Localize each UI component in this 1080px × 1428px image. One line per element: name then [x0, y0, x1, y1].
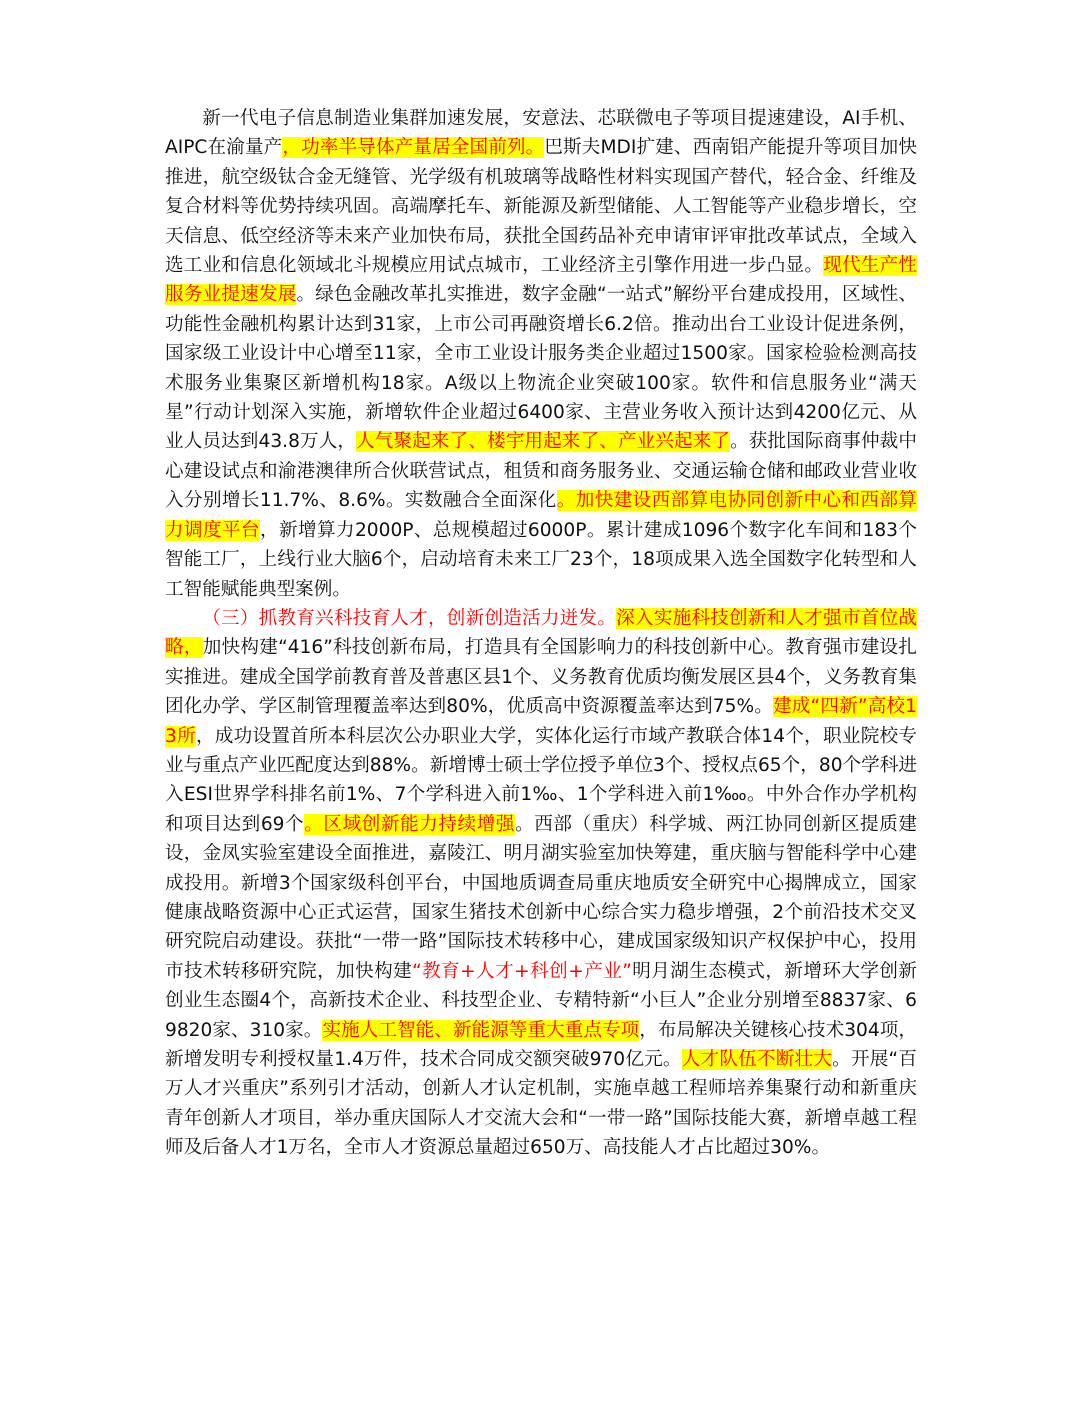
- highlighted-phrase: 。区域创新能力持续增强: [304, 813, 516, 835]
- text-segment: ，成功设置首所本科层次公办职业大学，实体化运行市域产教联合体14个，职业院校专业与重点产业匹配度达到88%。新增博士硕士学位授予单位3个、授权点65个，80个学科进入ESI世界学科排名前1%、7个学科进入前1‰、1个学科进入前1‱。中外合作办学机构和项目达到69个: [165, 725, 917, 835]
- text-segment: 新一代电子信息制造业集群加速发展，安意法、芯联微电子等项目提速建设，AI手机、AIPC在渝量产: [165, 108, 917, 159]
- highlighted-phrase: 人气聚起来了、楼宇用起来了、产业兴起来了: [356, 431, 731, 453]
- highlighted-phrase: 人才队伍不断壮大: [681, 1049, 833, 1070]
- text-segment: 。获批国际商事仲裁中心建设试点和渝港澳律所合伙联营试点，租赁和商务服务业、交通运输仓储和邮政业营业收入分别增长11.7%、8.6%。实数融合全面深化: [165, 431, 917, 512]
- text-segment: 。西部（重庆）科学城、两江协同创新区提质建设，金凤实验室建设全面推进，嘉陵江、明月湖实验室加快筹建，重庆脑与智能科学中心建成投用。新增3个国家级科创平台，中国地质调查局重庆地质安全研究中心揭牌成立，国家健康战略资源中心正式运营，国家生猪技术创新中心综合实力稳步增强，2个前沿技术交叉研究院启动建设。获批“一带一路”国际技术转移中心，建成国家级知识产权保护中心，投用市技术转移研究院，加快构建: [165, 813, 917, 982]
- text-segment: 。绿色金融改革扎实推进，数字金融“一站式”解纷平台建成投用，区域性、功能性金融机构累计达到31家，上市公司再融资增长6.2倍。推动出台工业设计促进条例，国家级工业设计中心增至11家，全市工业设计服务类企业超过1500家。国家检验检测高技术服务业集聚区新增机构18家。A级以上物流企业突破100家。软件和信息服务业“满天星”行动计划深入实施，新增软件企业超过6400家、主营业务收入预计达到4200亿元、从业人员达到43.8万人，: [165, 284, 917, 453]
- text-segment: 。开展“百万人才兴重庆”系列引才活动，创新人才认定机制，实施卓越工程师培养集聚行动和新重庆青年创新人才项目，举办重庆国际人才交流大会和“一带一路”国际技能大赛，新增卓越工程师及后备人才1万名，全市人才资源总量超过650万、高技能人才占比超过30%。: [165, 1049, 917, 1159]
- text-segment: 加快构建“416”科技创新布局，打造具有全国影响力的科技创新中心。教育强市建设扎实推进。建成全国学前教育普及普惠区县1个、义务教育优质均衡发展区县4个，义务教育集团化办学、学区制管理覆盖率达到80%，优质高中资源覆盖率达到75%。: [165, 637, 917, 718]
- text-segment: ，新增算力2000P、总规模超过6000P。累计建成1096个数字化车间和183个智能工厂，上线行业大脑6个，启动培育未来工厂23个，18项成果入选全国数字化转型和人工智能赋能典型案例。: [165, 519, 917, 600]
- highlighted-phrase: ，功率半导体产量居全国前列。: [282, 137, 545, 159]
- paragraph-industry: [165, 104, 917, 604]
- section-heading: （三）抓教育兴科技育人才，创新创造活力迸发。: [202, 607, 617, 629]
- highlighted-phrase: 。加快建设西部算电协同创新中心和西部算力调度平台: [165, 490, 917, 541]
- text-segment: 明月湖生态模式，新增环大学创新创业生态圈4个，高新技术企业、科技型企业、专精特新“小巨人”企业分别增至8837家、69820家、310家。: [165, 960, 917, 1041]
- document-page: [165, 104, 917, 1163]
- paragraph-education-tech-talent: [165, 604, 917, 1163]
- red-emphasis-phrase: “教育+人才+科创+产业”: [412, 960, 632, 982]
- text-segment: 巴斯夫MDI扩建、西南铝产能提升等项目加快推进，航空级钛合金无缝管、光学级有机玻璃等战略性材料实现国产替代，轻合金、纤维及复合材料等优势持续巩固。高端摩托车、新能源及新型储能、人工智能等产业稳步增长，空天信息、低空经济等未来产业加快布局，获批全国药品补充申请审评审批改革试点，全域入选工业和信息化领域北斗规模应用试点城市，工业经济主引擎作用进一步凸显。: [165, 137, 917, 277]
- highlighted-phrase: 现代生产性服务业提速发展: [165, 255, 917, 306]
- highlighted-phrase: 深入实施科技创新和人才强市首位战略，: [165, 607, 917, 659]
- highlighted-phrase: 实施人工智能、新能源等重大重点专项: [322, 1019, 640, 1041]
- highlighted-phrase: 建成“四新”高校13所: [165, 696, 917, 747]
- text-segment: ，布局解决关键核心技术304项，新增发明专利授权量1.4万件，技术合同成交额突破970亿元。: [165, 1019, 917, 1070]
